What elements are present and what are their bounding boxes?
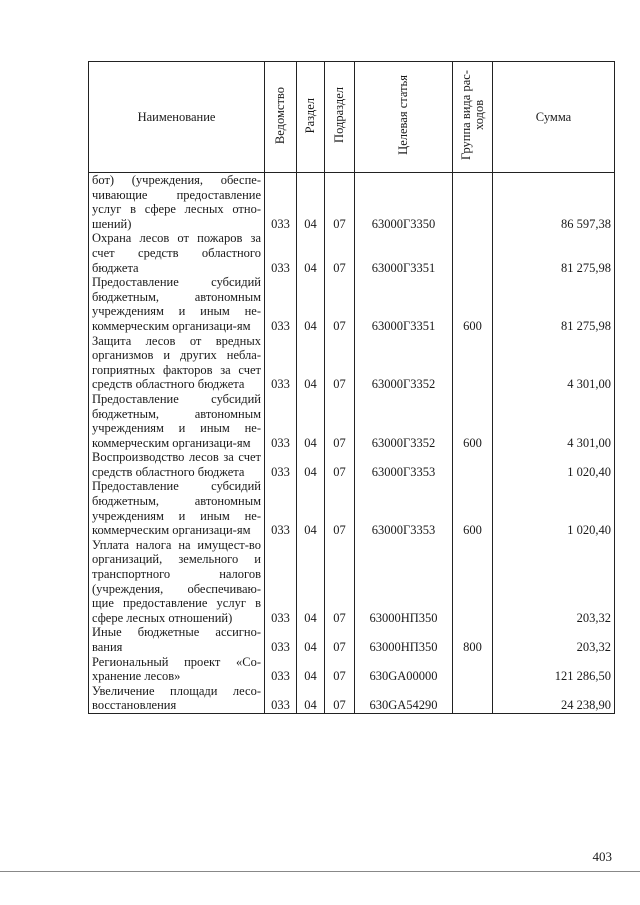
cell-gruppa-vida-rashodov <box>453 655 493 684</box>
cell-summa: 4 301,00 <box>493 334 615 392</box>
cell-celevaya-statya: 63000НП350 <box>355 625 453 654</box>
cell-celevaya-statya: 63000Г3353 <box>355 479 453 537</box>
header-podrazdel: Подраздел <box>325 62 355 173</box>
cell-gruppa-vida-rashodov <box>453 334 493 392</box>
cell-summa: 1 020,40 <box>493 450 615 479</box>
header-summa: Сумма <box>493 62 615 173</box>
page-bottom-divider <box>0 871 640 872</box>
cell-gruppa-vida-rashodov <box>453 173 493 232</box>
cell-celevaya-statya: 63000Г3351 <box>355 231 453 275</box>
cell-summa: 81 275,98 <box>493 231 615 275</box>
cell-podrazdel: 07 <box>325 392 355 450</box>
cell-podrazdel: 07 <box>325 684 355 714</box>
cell-summa: 86 597,38 <box>493 173 615 232</box>
cell-celevaya-statya: 63000Г3352 <box>355 334 453 392</box>
cell-name: Региональный проект «Со-хранение лесов» <box>89 655 265 684</box>
table-header-row <box>89 62 615 173</box>
cell-podrazdel: 07 <box>325 173 355 232</box>
cell-celevaya-statya: 63000Г3352 <box>355 392 453 450</box>
cell-gruppa-vida-rashodov: 800 <box>453 625 493 654</box>
table-row <box>89 625 615 654</box>
cell-podrazdel: 07 <box>325 275 355 333</box>
page-number: 403 <box>592 849 612 864</box>
cell-summa: 4 301,00 <box>493 392 615 450</box>
header-celevaya-statya: Целевая статья <box>355 62 453 173</box>
cell-razdel: 04 <box>297 684 325 714</box>
cell-name: Защита лесов от вредных организмов и других небла-гоприятных факторов за счет средств областного бюджета <box>89 334 265 392</box>
cell-celevaya-statya: 63000Г3353 <box>355 450 453 479</box>
table-row <box>89 334 615 392</box>
cell-vedomstvo: 033 <box>265 655 297 684</box>
table-row <box>89 450 615 479</box>
cell-name: бот) (учреждения, обеспе-чивающие предоставление услуг в сфере лесных отно-шений) <box>89 173 265 232</box>
cell-celevaya-statya: 63000Г3351 <box>355 275 453 333</box>
cell-summa: 81 275,98 <box>493 275 615 333</box>
cell-podrazdel: 07 <box>325 231 355 275</box>
header-vedomstvo: Ведомство <box>265 62 297 173</box>
cell-name: Увеличение площади лесо-восстановления <box>89 684 265 714</box>
table-row <box>89 173 615 232</box>
cell-vedomstvo: 033 <box>265 479 297 537</box>
cell-summa: 203,32 <box>493 625 615 654</box>
cell-podrazdel: 07 <box>325 479 355 537</box>
table-row <box>89 684 615 714</box>
cell-gruppa-vida-rashodov: 600 <box>453 392 493 450</box>
cell-gruppa-vida-rashodov: 600 <box>453 275 493 333</box>
cell-podrazdel: 07 <box>325 450 355 479</box>
cell-celevaya-statya: 63000Г3350 <box>355 173 453 232</box>
cell-celevaya-statya: 63000НП350 <box>355 538 453 626</box>
cell-podrazdel: 07 <box>325 655 355 684</box>
cell-razdel: 04 <box>297 625 325 654</box>
cell-summa: 203,32 <box>493 538 615 626</box>
cell-podrazdel: 07 <box>325 625 355 654</box>
cell-name: Предоставление субсидий бюджетным, автономным учреждениям и иным не-коммерческим организаци-ям <box>89 275 265 333</box>
cell-name: Иные бюджетные ассигно-вания <box>89 625 265 654</box>
cell-name: Воспроизводство лесов за счет средств областного бюджета <box>89 450 265 479</box>
cell-vedomstvo: 033 <box>265 625 297 654</box>
cell-celevaya-statya: 630GA00000 <box>355 655 453 684</box>
table-row <box>89 655 615 684</box>
table-row <box>89 479 615 537</box>
cell-razdel: 04 <box>297 655 325 684</box>
header-gruppa-vida-rashodov: Группа вида рас-ходов <box>453 62 493 173</box>
cell-razdel: 04 <box>297 479 325 537</box>
cell-razdel: 04 <box>297 392 325 450</box>
budget-table <box>88 61 615 714</box>
cell-razdel: 04 <box>297 231 325 275</box>
cell-name: Предоставление субсидий бюджетным, автономным учреждениям и иным не-коммерческим организаци-ям <box>89 392 265 450</box>
cell-vedomstvo: 033 <box>265 334 297 392</box>
table-row <box>89 231 615 275</box>
table-row <box>89 275 615 333</box>
cell-summa: 24 238,90 <box>493 684 615 714</box>
cell-name: Уплата налога на имущест-во организаций, земельного и транспортного налогов (учреждения, обеспечиваю-щие предоставление услуг в сфере лесных отношений) <box>89 538 265 626</box>
cell-summa: 121 286,50 <box>493 655 615 684</box>
cell-podrazdel: 07 <box>325 334 355 392</box>
cell-gruppa-vida-rashodov <box>453 538 493 626</box>
header-name: Наименование <box>89 62 265 173</box>
cell-vedomstvo: 033 <box>265 231 297 275</box>
cell-summa: 1 020,40 <box>493 479 615 537</box>
cell-gruppa-vida-rashodov <box>453 231 493 275</box>
cell-razdel: 04 <box>297 450 325 479</box>
cell-name: Предоставление субсидий бюджетным, автономным учреждениям и иным не-коммерческим организаци-ям <box>89 479 265 537</box>
cell-vedomstvo: 033 <box>265 684 297 714</box>
cell-podrazdel: 07 <box>325 538 355 626</box>
cell-vedomstvo: 033 <box>265 538 297 626</box>
cell-razdel: 04 <box>297 275 325 333</box>
cell-celevaya-statya: 630GA54290 <box>355 684 453 714</box>
cell-razdel: 04 <box>297 173 325 232</box>
cell-vedomstvo: 033 <box>265 275 297 333</box>
cell-name: Охрана лесов от пожаров за счет средств областного бюджета <box>89 231 265 275</box>
cell-gruppa-vida-rashodov <box>453 684 493 714</box>
cell-gruppa-vida-rashodov <box>453 450 493 479</box>
table-row <box>89 538 615 626</box>
header-razdel: Раздел <box>297 62 325 173</box>
table-row <box>89 392 615 450</box>
cell-razdel: 04 <box>297 538 325 626</box>
cell-vedomstvo: 033 <box>265 173 297 232</box>
cell-vedomstvo: 033 <box>265 450 297 479</box>
cell-vedomstvo: 033 <box>265 392 297 450</box>
cell-gruppa-vida-rashodov: 600 <box>453 479 493 537</box>
cell-razdel: 04 <box>297 334 325 392</box>
